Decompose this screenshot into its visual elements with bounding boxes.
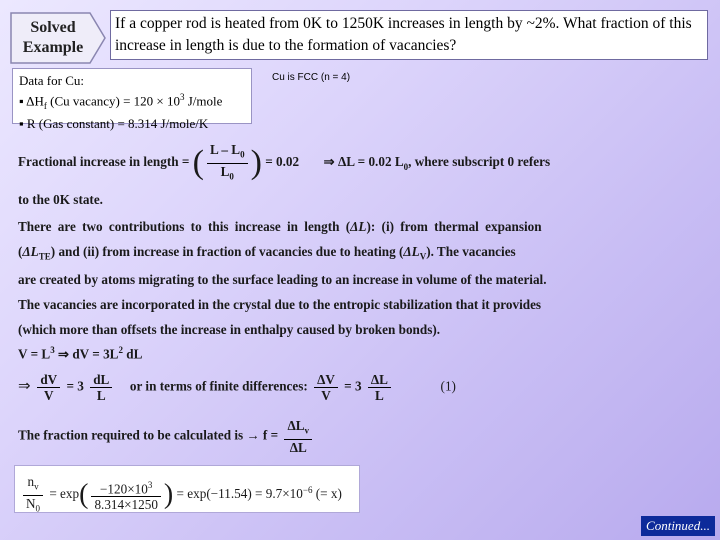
dl-den: L xyxy=(96,388,106,403)
vol-eq-b-sup: 2 xyxy=(118,345,123,355)
f-den: ΔL xyxy=(289,439,307,455)
line3-a: ( xyxy=(18,244,23,259)
implies-tail: , where subscript 0 refers xyxy=(408,154,551,170)
implies-delta-l: ⇒ ΔL = 0.02 L xyxy=(323,154,404,170)
length-fraction xyxy=(207,142,248,184)
volume-equation xyxy=(18,345,142,362)
v-sub: V xyxy=(419,251,427,262)
exp-fraction xyxy=(91,478,160,512)
fcc-note: Cu is FCC (n = 4) xyxy=(272,72,351,83)
paren-left: ( xyxy=(192,144,204,182)
line3-b: ) and (ii) from increase in fraction of vacancies due to heating ( xyxy=(50,244,404,259)
fraction-required-line xyxy=(18,418,315,455)
bullet-icon: ▪ xyxy=(19,115,27,131)
data-item-enthalpy xyxy=(19,89,245,115)
equation-number: (1) xyxy=(440,378,456,394)
continued-button[interactable]: Continued... xyxy=(641,516,715,536)
two-contrib-a: There are two contributions to this increase in length ( xyxy=(18,219,351,234)
gas-constant-text: R (Gas constant) = 8.314 J/mole/K xyxy=(26,115,209,131)
big-dv-over-v xyxy=(314,372,338,403)
exp-eq: = exp xyxy=(49,486,80,502)
n0: N xyxy=(26,495,36,511)
exp-paren-right: ) xyxy=(163,479,174,511)
finite-diff-text: or in terms of finite differences: xyxy=(129,378,308,394)
badge-line2: Example xyxy=(22,39,84,56)
f-num-sub: v xyxy=(304,425,310,436)
nv-over-n0 xyxy=(23,474,43,516)
exp-paren-left: ( xyxy=(79,479,89,511)
line3-c: ). The vacancies xyxy=(426,244,516,259)
big-dv-num: ΔV xyxy=(314,372,338,388)
nv-sub: v xyxy=(34,481,39,492)
dv-den: V xyxy=(43,388,54,403)
dh-value: (Cu vacancy) = 120 × 10 xyxy=(46,93,180,109)
eq-three-b: = 3 xyxy=(344,378,362,394)
vol-eq: V = L xyxy=(18,346,51,362)
delta-l-italic: ΔL xyxy=(350,219,367,234)
delta-l-v: ΔL xyxy=(403,244,420,259)
data-title: Data for Cu: xyxy=(19,73,84,88)
exp-den: 8.314×1250 xyxy=(94,497,158,513)
n0-sub: 0 xyxy=(35,503,41,514)
vol-eq-b: ⇒ dV = 3L xyxy=(58,346,119,362)
data-item-gas-constant xyxy=(19,115,245,132)
differential-equation-line xyxy=(18,372,456,403)
dh-exp: 3 xyxy=(179,92,185,102)
bullet-icon: ▪ xyxy=(19,93,27,109)
delta-l-te: ΔL xyxy=(22,244,39,259)
exp-tail: (= x) xyxy=(312,486,342,502)
fraction-label: The fraction required to be calculated is → f = xyxy=(18,427,279,443)
f-num: ΔL xyxy=(287,418,305,433)
question-box: If a copper rod is heated from 0K to 1250K increases in length by ~2%. What fraction of this increase in length is due to the formation of vacancies? xyxy=(110,10,708,60)
fractional-increase-line xyxy=(18,142,550,184)
implies-arrow-icon: ⇒ xyxy=(18,378,35,395)
zero-k-state-line: to the 0K state. xyxy=(18,192,103,207)
dv-over-v xyxy=(37,372,60,403)
exp-num: −120×10 xyxy=(100,481,148,497)
big-dv-den: V xyxy=(321,388,331,403)
big-dl-over-l xyxy=(368,372,391,403)
nv: n xyxy=(27,474,35,489)
dh-unit: J/mole xyxy=(184,93,223,109)
frac-value: = 0.02 xyxy=(265,154,300,170)
paren-right: ) xyxy=(250,144,262,182)
vacancy-fraction-equation xyxy=(20,474,342,516)
vol-eq-sup: 3 xyxy=(50,345,55,355)
solved-example-badge xyxy=(10,12,106,64)
big-dl-num: ΔL xyxy=(368,372,391,388)
dl-num: dL xyxy=(90,372,112,388)
eq-three-a: = 3 xyxy=(66,378,84,394)
badge-text xyxy=(10,18,96,58)
vacancies-incorporated-line: The vacancies are incorporated in the crystal due to the entropic stabilization that it provides xyxy=(18,297,542,312)
dh-symbol: ΔH xyxy=(26,93,44,109)
frac-num-sub: 0 xyxy=(240,149,245,160)
frac-num: L – L xyxy=(210,142,241,157)
exp-result-sup: −6 xyxy=(302,484,313,495)
exp-result: = exp(−11.54) = 9.7×10 xyxy=(176,486,303,502)
enthalpy-offset-line: (which more than offsets the increase in enthalpy caused by broken bonds). xyxy=(18,322,441,337)
frac-den-sub: 0 xyxy=(229,171,234,182)
two-contrib-b: ): (i) from thermal expansion xyxy=(366,219,542,234)
vol-eq-c: dL xyxy=(122,346,143,362)
frac-den: L xyxy=(220,163,230,179)
exp-num-sup: 3 xyxy=(147,479,153,490)
thermal-vacancy-line xyxy=(18,244,516,262)
dl-over-l xyxy=(90,372,112,403)
f-fraction xyxy=(284,418,312,455)
big-dl-den: L xyxy=(375,388,384,403)
frac-label: Fractional increase in length = xyxy=(18,154,190,170)
dh-sub: f xyxy=(43,100,47,111)
vacancies-created-line: are created by atoms migrating to the surface leading to an increase in volume of the material. xyxy=(18,272,547,287)
implies-sub: 0 xyxy=(403,161,409,172)
data-box xyxy=(12,68,252,131)
te-sub: TE xyxy=(38,251,51,262)
badge-line1: Solved xyxy=(30,19,76,36)
dv-num: dV xyxy=(37,372,60,388)
two-contributions-line xyxy=(18,219,542,235)
